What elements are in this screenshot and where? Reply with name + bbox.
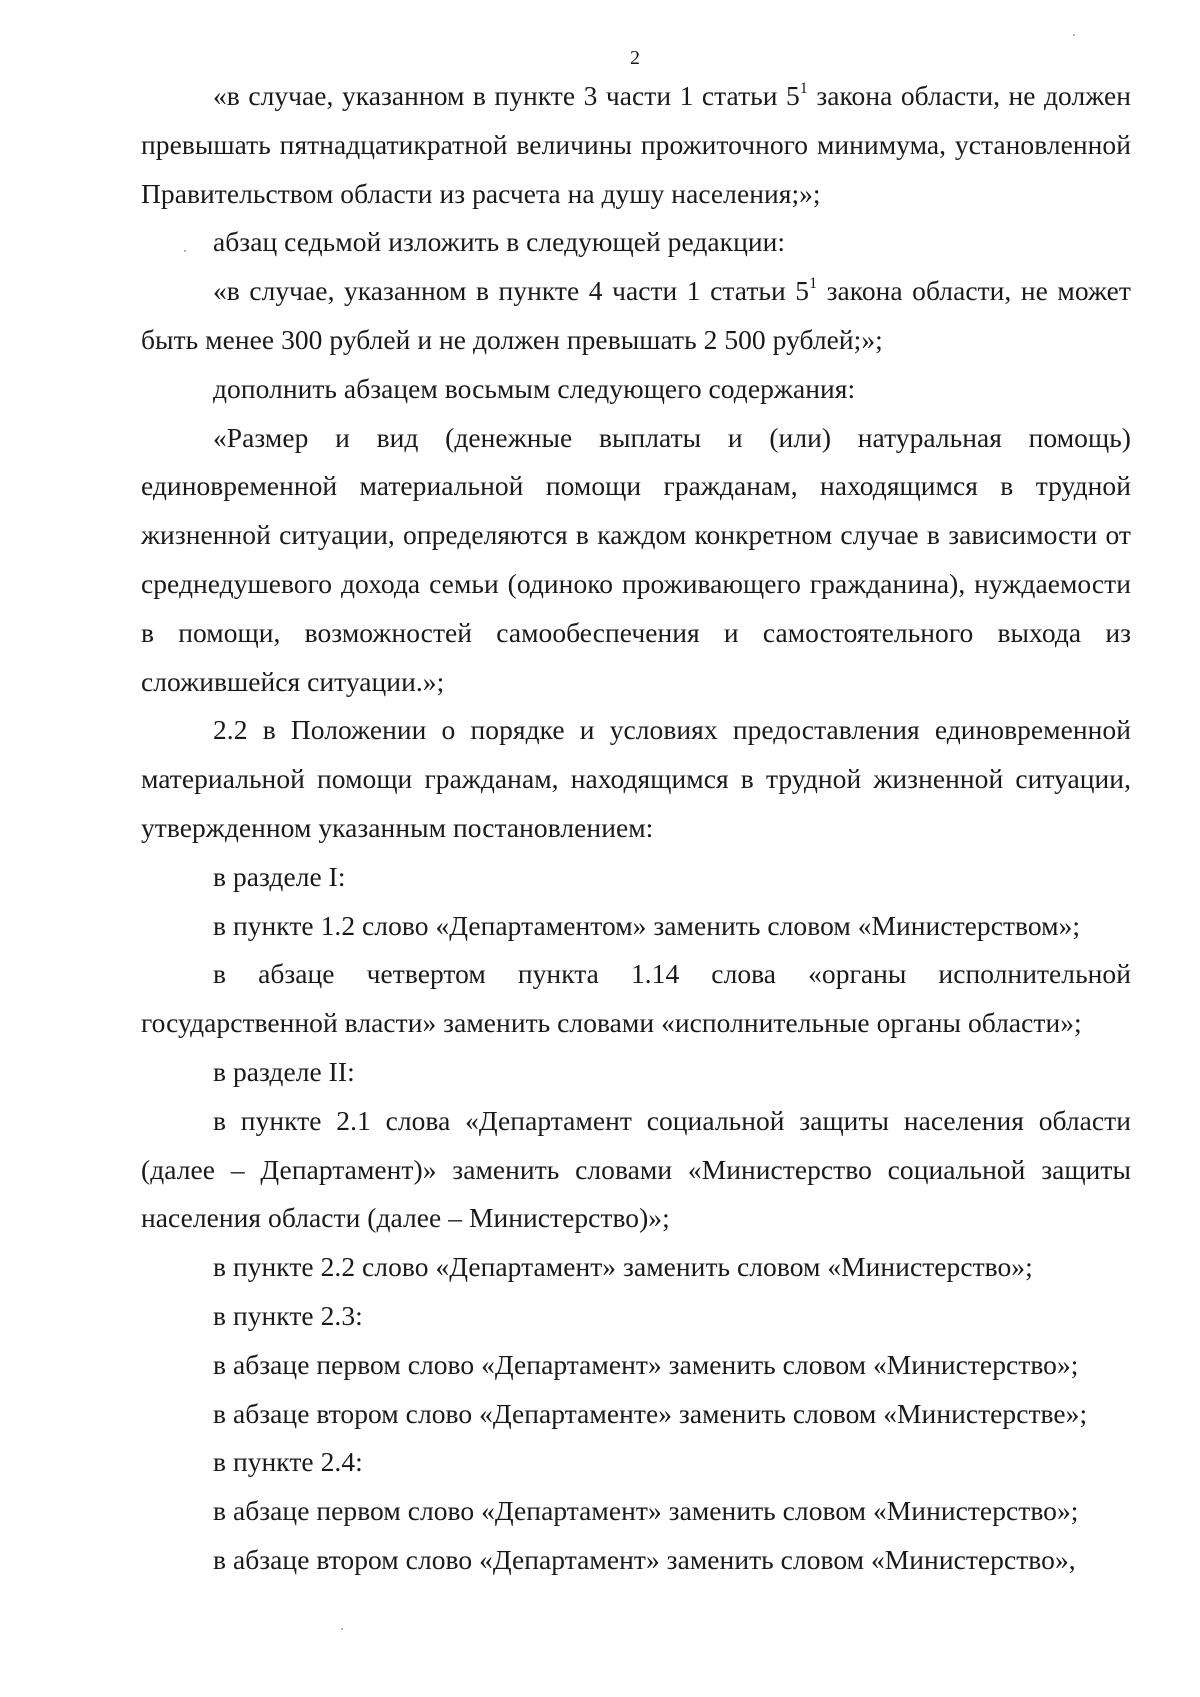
paragraph-17: в абзаце первом слово «Департамент» заменить словом «Министерство»; [213, 1495, 1079, 1527]
paragraph-6: 2.2 в Положении о порядке и условиях предоставления единовременной материальной помощи гражданам, находящимся в трудной жизненной ситуации, утвержденном указанным постановлением: [141, 714, 1131, 843]
paragraph-1 [141, 72, 1131, 218]
paragraph-12: в пункте 2.2 слово «Департамент» заменить словом «Министерство»; [213, 1251, 1033, 1283]
paragraph-7: в разделе I: [213, 860, 346, 892]
scan-speck [184, 250, 186, 252]
paragraph-5: «Размер и вид (денежные выплаты и (или) натуральная помощь) единовременной материальной помощи гражданам, находящимся в трудной жизненной ситуации, определяются в каждом конкретном случае в зависимости от среднедушевого дохода семьи (одиноко проживающего гражданина), нуждаемости в помощи, возможностей самообеспечения и самостоятельного выхода из сложившейся ситуации.»; [141, 421, 1131, 697]
paragraph-11: в пункте 2.1 слова «Департамент социальной защиты населения области (далее – Департамент)» заменить словами «Министерство социальной защиты населения области (далее – Министерство)»; [141, 1104, 1131, 1234]
paragraph-9: в абзаце четвертом пункта 1.14 слова «органы исполнительной государственной власти» заменить словами «исполнительные органы области»; [141, 958, 1131, 1039]
page-number: 2 [630, 47, 640, 69]
paragraph-4: дополнить абзацем восьмым следующего содержания: [213, 372, 856, 404]
paragraph-3 [141, 267, 1131, 365]
paragraph-8: в пункте 1.2 слово «Департаментом» заменить словом «Министерством»; [213, 909, 1081, 941]
paragraph-14: в абзаце первом слово «Департамент» заменить словом «Министерство»; [213, 1348, 1079, 1380]
paragraph-1-text-start: «в случае, указанном в пункте 3 части 1 статьи 5 [213, 80, 800, 111]
superscript-1: 1 [799, 79, 808, 97]
paragraph-10: в разделе II: [213, 1055, 355, 1087]
paragraph-3-text-end: закона области, не может быть менее 300 рублей и не должен превышать 2 500 рублей;»; [141, 275, 1131, 355]
superscript-2: 1 [809, 275, 818, 293]
paragraph-3-text-start: «в случае, указанном в пункте 4 части 1 статьи 5 [213, 275, 810, 307]
document-body [141, 72, 1131, 1585]
paragraph-16: в пункте 2.4: [213, 1446, 363, 1478]
paragraph-15: в абзаце втором слово «Департаменте» заменить словом «Министерстве»; [213, 1397, 1088, 1429]
scan-speck [1073, 34, 1075, 36]
scan-speck [341, 1628, 343, 1630]
paragraph-18: в абзаце втором слово «Департамент» заменить словом «Министерство», [213, 1543, 1076, 1575]
paragraph-1-text-end: закона области, не должен превышать пятнадцатикратной величины прожиточного минимума, установленной Правительством области из расчета на душу населения;»; [141, 80, 1131, 209]
paragraph-13: в пункте 2.3: [213, 1299, 363, 1331]
paragraph-2: абзац седьмой изложить в следующей редакции: [213, 226, 786, 258]
